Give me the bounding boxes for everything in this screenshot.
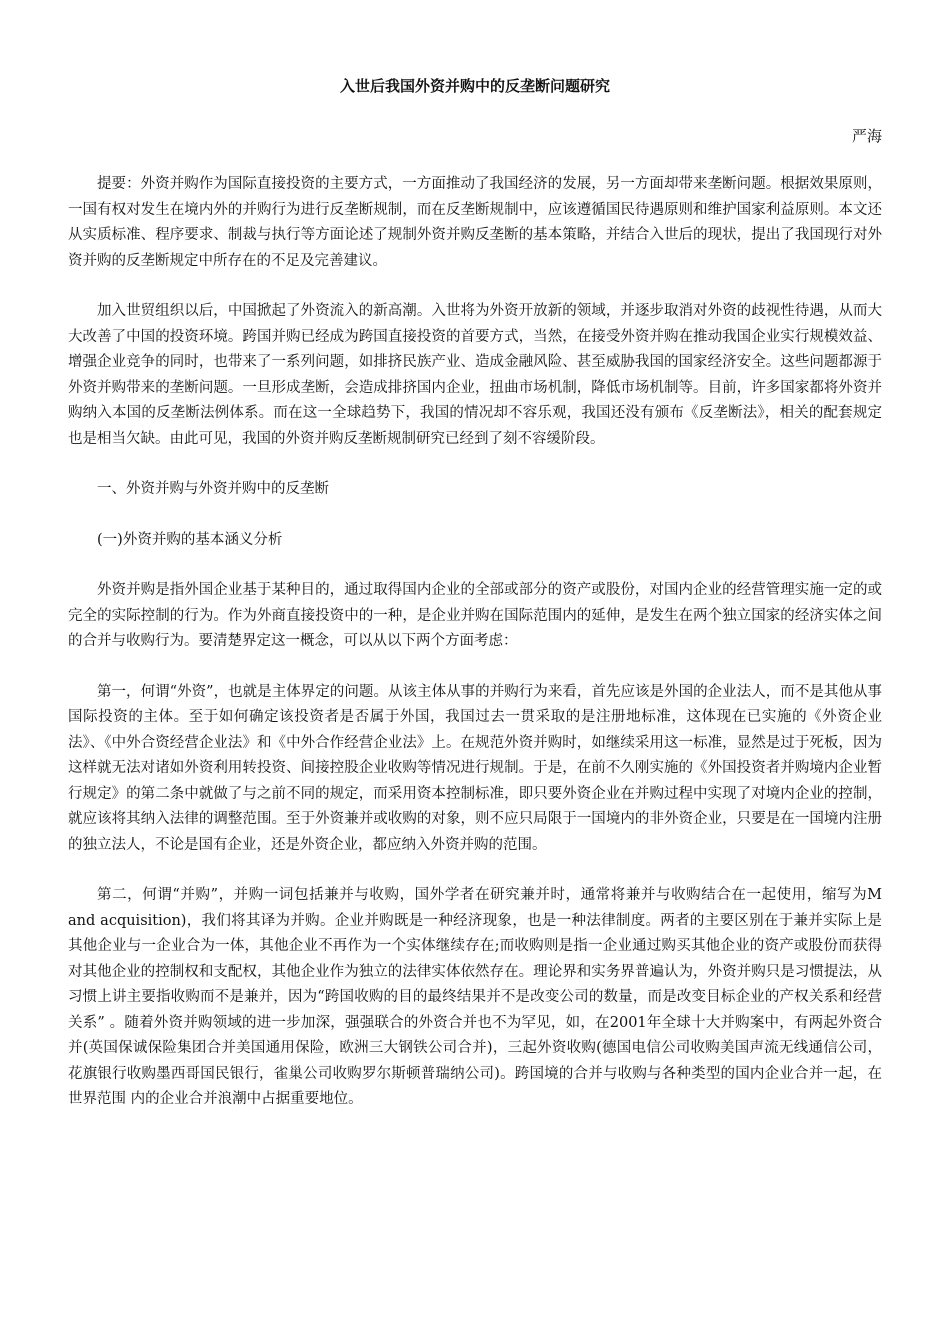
subsection-heading: (一)外资并购的基本涵义分析 xyxy=(97,531,283,548)
second-point-paragraph: 第二，何谓“并购”，并购一词包括兼并与收购，国外学者在研究兼并时，通常将兼并与收购结合在一起使用，缩写为M and acquisition)，我们将其译为并购。企业并购既是一种经济现象，也是一种法律制度。两者的主要区别在于兼并实际上是其他企业与一企业合为一体，其他企业不再作为一个实体继续存在;而收购则是指一企业通过购买其他企业的资产或股份而获得对其他企业的控制权和支配权，其他企业作为独立的法律实体依然存在。理论界和实务界普遍认为，外资并购只是习惯提法，从习惯上讲主要指收购而不是兼并，因为“跨国收购的目的最终结果并不是改变公司的数量，而是改变目标企业的产权关系和经营关系” 。随着外资并购领域的进一步加深，强强联合的外资合并也不为罕见，如，在2001年全球十大并购案中，有两起外资合并(英国保诚保险集团合并美国通用保险，欧洲三大钢铁公司合并)，三起外资收购(德国电信公司收购美国声流无线通信公司，花旗银行收购墨西哥国民银行，雀巢公司收购罗尔斯顿普瑞纳公司)。跨国境的合并与收购与各种类型的国内企业合并一起，在世界范围 内的企业合并浪潮中占据重要地位。 xyxy=(68,887,882,1107)
author-name: 严海 xyxy=(851,127,882,145)
section-heading: 一、外资并购与外资并购中的反垄断 xyxy=(97,481,329,497)
document-title: 入世后我国外资并购中的反垄断问题研究 xyxy=(339,77,610,95)
definition-paragraph: 外资并购是指外国企业基于某种目的，通过取得国内企业的全部或部分的资产或股份，对国内企业的经营管理实施一定的或完全的实际控制的行为。作为外商直接投资中的一种，是企业并购在国际范围内的延伸，是发生在两个独立国家的经济实体之间的合并与收购行为。要清楚界定这一概念，可以从以下两个方面考虑： xyxy=(68,582,882,649)
document-body xyxy=(68,172,882,1138)
abstract-paragraph: 提要：外资并购作为国际直接投资的主要方式，一方面推动了我国经济的发展，另一方面却带来垄断问题。根据效果原则，一国有权对发生在境内外的并购行为进行反垄断规制，而在反垄断规制中，应该遵循国民待遇原则和维护国家利益原则。本文还从实质标准、程序要求、制裁与执行等方面论述了规制外资并购反垄断的基本策略，并结合入世后的现状，提出了我国现行对外资并购的反垄断规定中所存在的不足及完善建议。 xyxy=(68,176,882,269)
intro-paragraph: 加入世贸组织以后，中国掀起了外资流入的新高潮。入世将为外资开放新的领域，并逐步取消对外资的歧视性待遇，从而大大改善了中国的投资环境。跨国并购已经成为跨国直接投资的首要方式，当然，在接受外资并购在推动我国企业实行规模效益、增强企业竞争的同时，也带来了一系列问题，如排挤民族产业、造成金融风险、甚至威胁我国的国家经济安全。这些问题都源于外资并购带来的垄断问题。一旦形成垄断，会造成排挤国内企业，扭曲市场机制，降低市场机制等。目前，许多国家都将外资并购纳入本国的反垄断法例体系。而在这一全球趋势下，我国的情况却不容乐观，我国还没有颁布《反垄断法》，相关的配套规定也是相当欠缺。由此可见，我国的外资并购反垄断规制研究已经到了刻不容缓阶段。 xyxy=(68,303,882,447)
first-point-paragraph: 第一，何谓“外资”，也就是主体界定的问题。从该主体从事的并购行为来看，首先应该是外国的企业法人，而不是其他从事国际投资的主体。至于如何确定该投资者是否属于外国，我国过去一贯采取的是注册地标准，这体现在已实施的《外资企业法》、《中外合资经营企业法》和《中外合作经营企业法》上。在规范外资并购时，如继续采用这一标准，显然是过于死板，因为这样就无法对诸如外资利用转投资、间接控股企业收购等情况进行规制。于是，在前不久刚实施的《外国投资者并购境内企业暂行规定》的第二条中就做了与之前不同的规定，而采用资本控制标准，即只要外资企业在并购过程中实现了对境内企业的控制，就应该将其纳入法律的调整范围。至于外资兼并或收购的对象，则不应只局限于一国境内的非外资企业，只要是在一国境内注册的独立法人，不论是国有企业，还是外资企业，都应纳入外资并购的范围。 xyxy=(68,683,882,853)
